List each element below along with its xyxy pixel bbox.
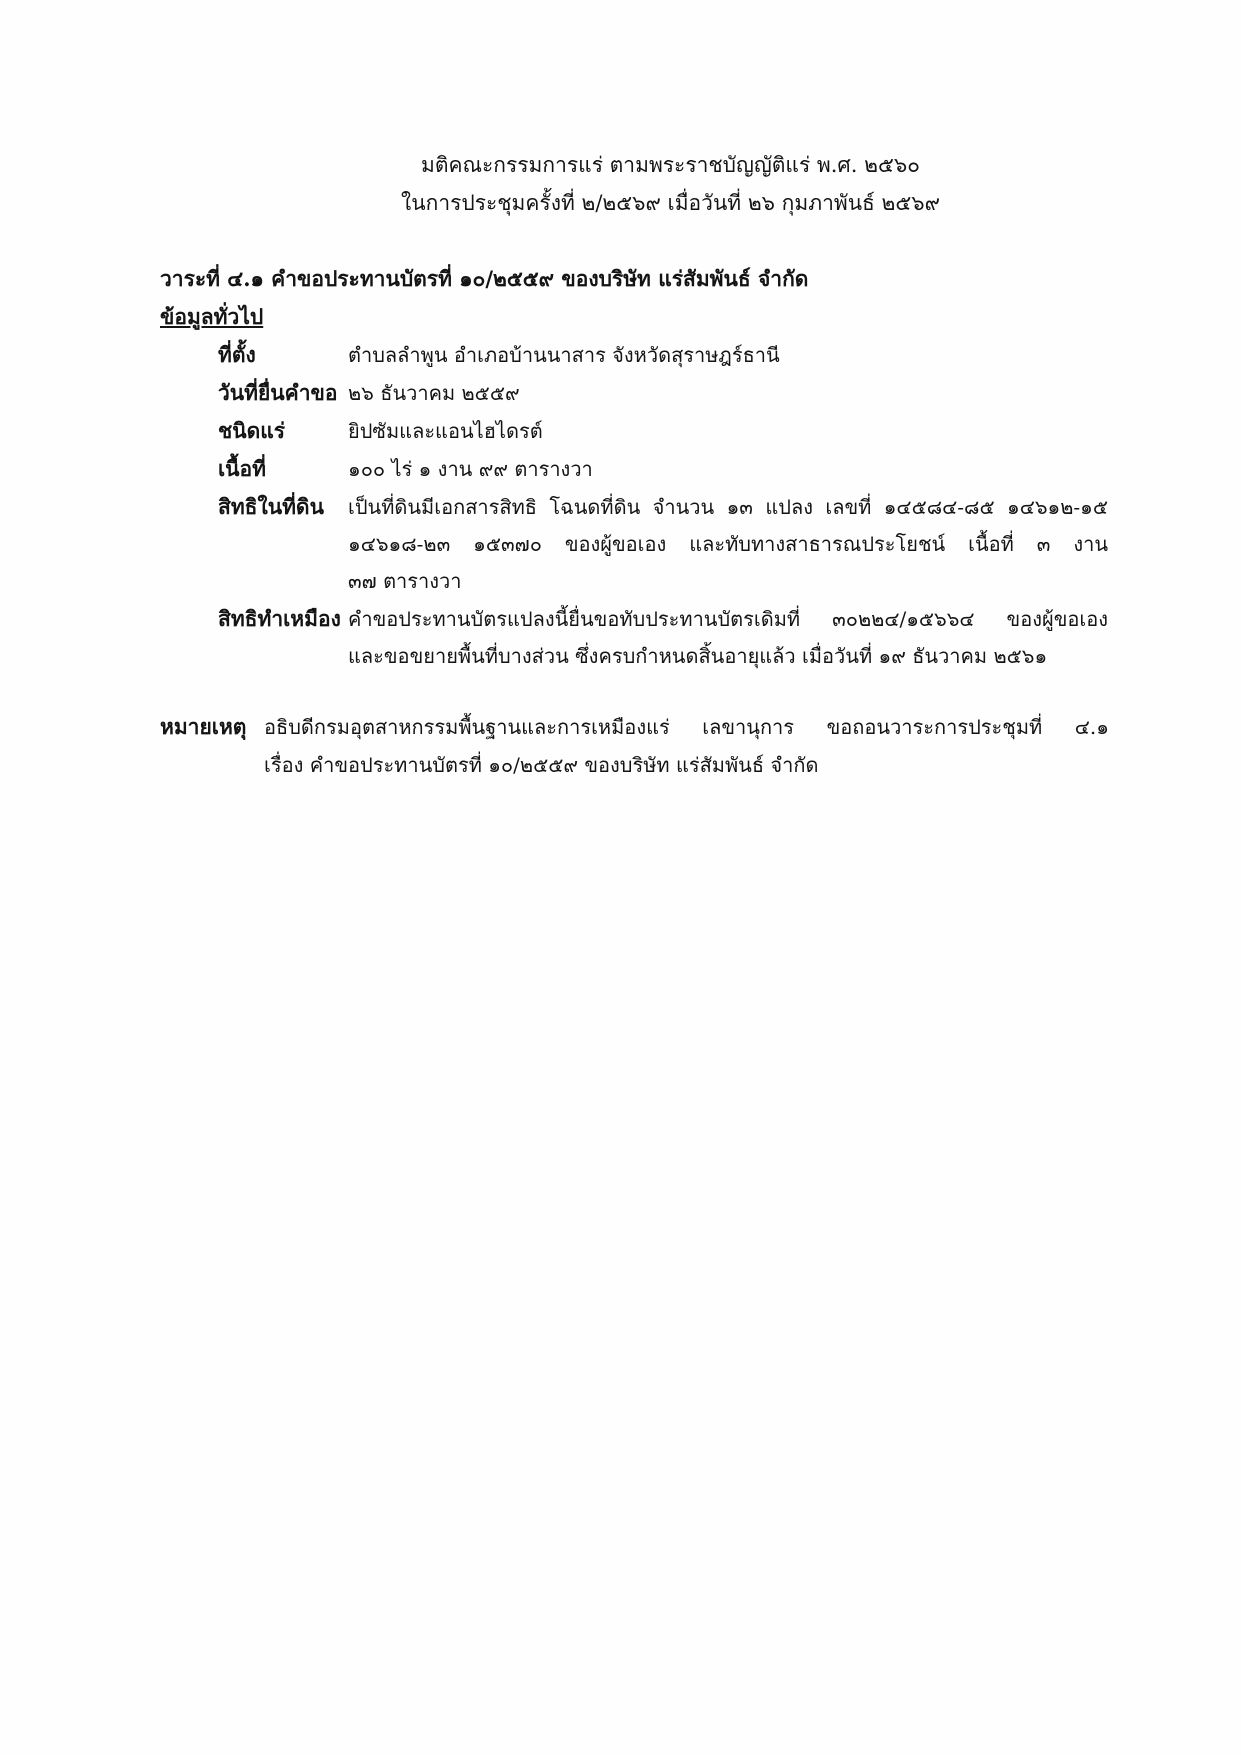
- field-value-line: คำขอประทานบัตรแปลงนี้ยื่นขอทับประทานบัตรเดิมที่ ๓๐๒๒๔/๑๕๖๖๔ ของผู้ขอเอง: [348, 607, 1108, 631]
- field-label-location: ที่ตั้ง: [218, 342, 256, 367]
- field-value-line: ๑๐๐ ไร่ ๑ งาน ๙๙ ตารางวา: [348, 457, 593, 481]
- note-text-line: เรื่อง คำขอประทานบัตรที่ ๑๐/๒๕๕๙ ของบริษัท แร่สัมพันธ์ จำกัด: [264, 753, 819, 777]
- field-value-line: ๓๗ ตารางวา: [348, 569, 462, 593]
- note-text-line: อธิบดีกรมอุตสาหกรรมพื้นฐานและการเหมืองแร่ เลขานุการ ขอถอนวาระการประชุมที่ ๔.๑: [264, 715, 1109, 739]
- field-label-area: เนื้อที่: [218, 456, 266, 481]
- general-info-heading: ข้อมูลทั่วไป: [160, 304, 264, 329]
- field-value-location: [348, 340, 780, 377]
- field-label-mining-rights: สิทธิทำเหมือง: [218, 606, 341, 631]
- field-value-area: [348, 454, 593, 491]
- note-label: หมายเหตุ: [160, 714, 247, 739]
- field-value-line: เป็นที่ดินมีเอกสารสิทธิ โฉนดที่ดิน จำนวน ๑๓ แปลง เลขที่ ๑๔๕๘๔-๘๕ ๑๔๖๑๒-๑๕: [348, 495, 1108, 519]
- field-value-mining-rights: [348, 604, 1108, 678]
- field-value-land-rights: [348, 492, 1108, 603]
- agenda-title: วาระที่ ๔.๑ คำขอประทานบัตรที่ ๑๐/๒๕๕๙ ของบริษัท แร่สัมพันธ์ จำกัด: [160, 266, 809, 291]
- field-value-line: ตำบลลำพูน อำเภอบ้านนาสาร จังหวัดสุราษฎร์ธานี: [348, 343, 780, 367]
- field-value-mineral-type: [348, 416, 543, 453]
- field-value-line: ๑๔๖๑๘-๒๓ ๑๕๓๗๐ ของผู้ขอเอง และทับทางสาธารณประโยชน์ เนื้อที่ ๓ งาน: [348, 532, 1108, 556]
- field-label-mineral-type: ชนิดแร่: [218, 418, 286, 443]
- field-value-application-date: [348, 378, 520, 415]
- meeting-info: ในการประชุมครั้งที่ ๒/๒๕๖๙ เมื่อวันที่ ๒๖ กุมภาพันธ์ ๒๕๖๙: [401, 191, 940, 215]
- field-label-application-date: วันที่ยื่นคำขอ: [218, 380, 338, 405]
- field-label-land-rights: สิทธิในที่ดิน: [218, 494, 324, 519]
- resolution-title: มติคณะกรรมการแร่ ตามพระราชบัญญัติแร่ พ.ศ. ๒๕๖๐: [420, 153, 920, 177]
- field-value-line: ๒๖ ธันวาคม ๒๕๕๙: [348, 381, 520, 405]
- field-value-line: และขอขยายพื้นที่บางส่วน ซึ่งครบกำหนดสิ้นอายุแล้ว เมื่อวันที่ ๑๙ ธันวาคม ๒๕๖๑: [348, 644, 1048, 668]
- field-value-line: ยิปซัมและแอนไฮไดรต์: [348, 419, 543, 443]
